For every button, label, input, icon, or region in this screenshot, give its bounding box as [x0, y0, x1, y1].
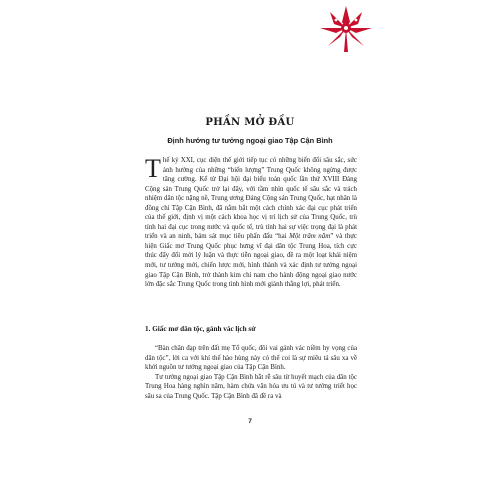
drop-cap: T [145, 154, 161, 183]
page-number: 7 [248, 418, 252, 425]
page-title: PHẦN MỞ ĐẦU [205, 117, 295, 128]
star-emblem-icon [300, 0, 392, 60]
section-heading: 1. Giấc mơ dân tộc, gánh vác lịch sử [145, 325, 256, 333]
intro-text-part-1: hế kỷ XXI, cục diện thế giới tiếp tục có những biến đổi sâu sắc, sức ảnh hưởng của những “biến lượng” Trung Quốc không ngừng được tăng cường. Kể từ Đại hội đại biểu toàn quốc lần thứ XVIII Đảng Cộng sản Trung Quốc trở lại đây, với tầm nhìn quốc tế sâu sắc và trách nhiệm dân tộc nặng nề, Trung ương Đảng Cộng sản Trung Quốc, hạt nhân là đồng chí Tập Cận Bình, đã nắm bắt một cách chính xác đại cục phát triển của thế giới, định vị một cách khoa học vị trí lịch sử của Trung Quốc, trù tính hai đại cục trong nước và quốc tế, trù tính hai sự việc trọng đại là phát triển và an ninh, bám sát mục tiêu phấn đấu “hai [145, 157, 357, 241]
page-subtitle: Định hướng tư tưởng ngoại giao Tập Cận Bình [167, 136, 333, 145]
section-paragraph-2: Tư tưởng ngoại giao Tập Cận Bình bắt rễ sâu từ huyết mạch của dân tộc Trung Hoa hàng nghìn năm, hàm chứa văn hóa ưu tú và tư tưởng triết học sâu sa của Trung Quốc. Tập Cận Bình đã đề ra và [145, 373, 357, 400]
section-body [145, 344, 357, 401]
intro-italic-phrase: Một trăm năm [289, 233, 331, 241]
intro-paragraph [145, 156, 357, 290]
intro-text-part-2: ” và thực hiện Giấc mơ Trung Quốc phục hưng vĩ đại dân tộc Trung Hoa, tích cực thúc đẩy đổi mới lý luận và thực tiễn ngoại giao, đề ra một loạt khái niệm mới, tư tưởng mới, chiến lược mới, hình thành và xác định tư tưởng ngoại giao Tập Cận Bình, trở thành kim chỉ nam cho hành động ngoại giao nước lớn đặc sắc Trung Quốc trong tình hình mới giành thắng lợi, phát triển. [145, 233, 357, 289]
section-paragraph-1: “Bàn chân đạp trên đất mẹ Tổ quốc, đôi vai gánh vác niềm hy vọng của dân tộc”, lời ca với khí thế hào hùng này có thể coi là sự miêu tả sâu xa về khởi nguồn tư tưởng ngoại giao của Tập Cận Bình. [145, 345, 357, 372]
